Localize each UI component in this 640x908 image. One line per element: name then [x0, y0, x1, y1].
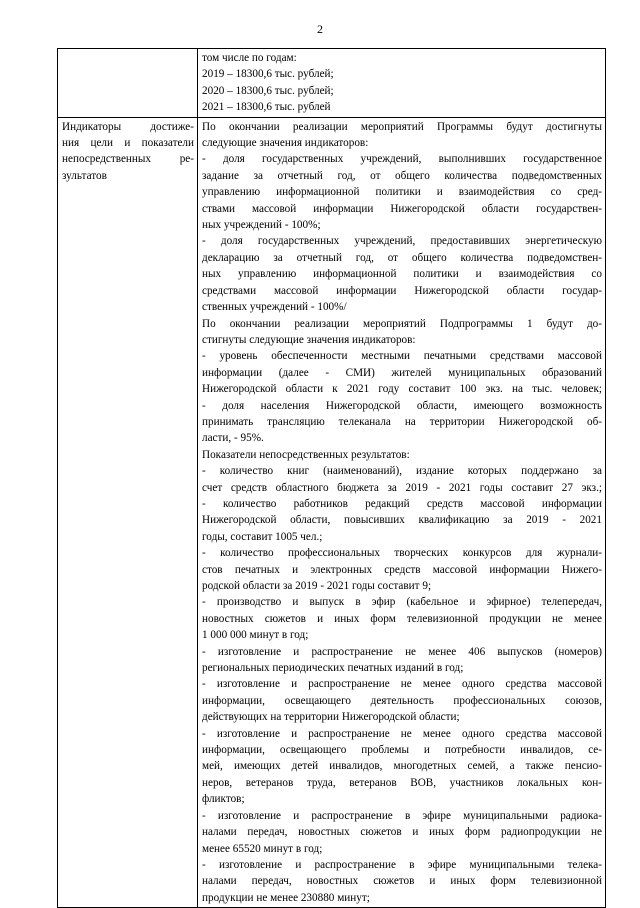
indicators-content-cell	[198, 117, 606, 908]
funding-line: 2021 – 18300,6 тыс. рублей	[202, 101, 331, 114]
funding-line: 2020 – 18300,6 тыс. рублей;	[202, 84, 334, 97]
content-line: - изготовление и распространение в эфире муниципальными радиока-	[202, 809, 602, 822]
label-line: ния цели и показатели	[62, 137, 194, 150]
content-line: По окончании реализации мероприятий Подпрограммы 1 будут до-	[202, 317, 602, 330]
funding-line: том числе по годам:	[202, 52, 297, 64]
indicators-label-cell	[58, 117, 198, 908]
content-line: фликтов;	[202, 793, 245, 806]
content-line: Показатели непосредственных результатов:	[202, 448, 410, 461]
content-line: - изготовление и распространение не менее 406 выпусков (номеров)	[202, 645, 602, 658]
passport-table	[57, 48, 606, 908]
content-line: - изготовление и распространение не менее одного средства массовой	[202, 727, 602, 740]
content-line: менее 65520 минут в год;	[202, 842, 323, 855]
content-line: - доля государственных учреждений, предоставивших энергетическую	[202, 235, 602, 248]
content-line: - количество профессиональных творческих конкурсов для журнали-	[202, 547, 602, 560]
content-line: - производство и выпуск в эфир (кабельное и эфирное) телепередач,	[202, 596, 602, 609]
content-line: - изготовление и распространение не менее одного средства массовой	[202, 678, 602, 691]
label-line: Индикаторы достиже-	[62, 120, 194, 133]
content-line: По окончании реализации мероприятий Программы будут достигнуты	[202, 120, 602, 133]
content-line: Нижегородской области к 2021 году составит 100 экз. на тыс. человек;	[202, 383, 602, 396]
content-line: следующие значения индикаторов:	[202, 137, 369, 150]
table-row-funding-by-year	[58, 49, 606, 118]
content-line: средствами массовой информации Нижегородской области государ-	[202, 284, 602, 297]
content-line: ствами массовой информации Нижегородской области государствен-	[202, 202, 602, 215]
content-line: годы, составит 1005 чел.;	[202, 530, 323, 543]
content-line: принимать трансляцию телеканала на территории Нижегородской об-	[202, 415, 602, 428]
content-line: стигнуты следующие значения индикаторов:	[202, 333, 416, 346]
label-line: непосредственных ре-	[62, 153, 194, 166]
content-line: родской области за 2019 - 2021 годы составит 9;	[202, 580, 432, 592]
content-line: продукции не менее 230880 минут;	[202, 891, 370, 904]
content-line: - количество работников редакций средств массовой информации	[202, 497, 602, 510]
content-line: налами передач, новостных сюжетов и иных форм радиопродукции не	[202, 826, 602, 839]
page-number: 2	[317, 22, 323, 36]
funding-line: 2019 – 18300,6 тыс. рублей;	[202, 68, 334, 81]
content-line: - изготовление и распространение в эфире муниципальными телека-	[202, 858, 602, 871]
content-line: - доля населения Нижегородской области, имеющего возможность	[202, 399, 602, 412]
content-line: информации, освещающего проблемы и потребности инвалидов, се-	[202, 744, 602, 757]
content-line: информации (далее - СМИ) жителей муниципальных образований	[202, 366, 602, 379]
label-line: зультатов	[62, 169, 107, 182]
table-row-indicators	[58, 117, 606, 908]
content-line: ственных учреждений - 100%/	[202, 301, 347, 314]
content-line: Нижегородской области, повысивших квалификацию за 2019 - 2021	[202, 514, 602, 527]
content-line: ласти, - 95%.	[202, 432, 264, 445]
content-line: декларацию за отчетный год, от общего количества подведомствен-	[202, 251, 602, 264]
content-line: неров, ветеранов труда, ветеранов ВОВ, участников локальных кон-	[202, 776, 602, 789]
content-line: налами передач, новостных сюжетов и иных форм телевизионной	[202, 875, 602, 888]
content-line: действующих на территории Нижегородской области;	[202, 711, 460, 724]
content-line: информации, освещающего деятельность профессиональных союзов,	[202, 694, 602, 707]
content-line: счет средств областного бюджета за 2019 - 2021 годы составит 27 экз.;	[202, 481, 602, 494]
content-line: мей, имеющих детей инвалидов, многодетных семей, а также пенсио-	[202, 760, 602, 773]
content-line: ных управлению информационной политики и взаимодействия со	[202, 268, 602, 281]
content-line: региональных периодических печатных изданий в год;	[202, 662, 464, 675]
content-line: управлению информационной политики и взаимодействия со сред-	[202, 186, 602, 199]
empty-label-cell	[58, 49, 198, 118]
content-line: - уровень обеспеченности местными печатными средствами массовой	[202, 350, 602, 363]
content-line: - доля государственных учреждений, выполнивших государственное	[202, 153, 602, 166]
content-line: задание за отчетный год, от общего количества подведомственных	[202, 169, 602, 182]
content-line: 1 000 000 минут в год;	[202, 629, 309, 642]
content-line: стов печатных и электронных средств массовой информации Нижего-	[202, 563, 602, 576]
content-line: новостных сюжетов и иных форм телевизионной продукции не менее	[202, 612, 602, 625]
content-line: - количество книг (наименований), издание которых поддержано за	[202, 465, 602, 478]
content-line: ных учреждений - 100%;	[202, 219, 321, 232]
funding-cell	[198, 49, 606, 118]
